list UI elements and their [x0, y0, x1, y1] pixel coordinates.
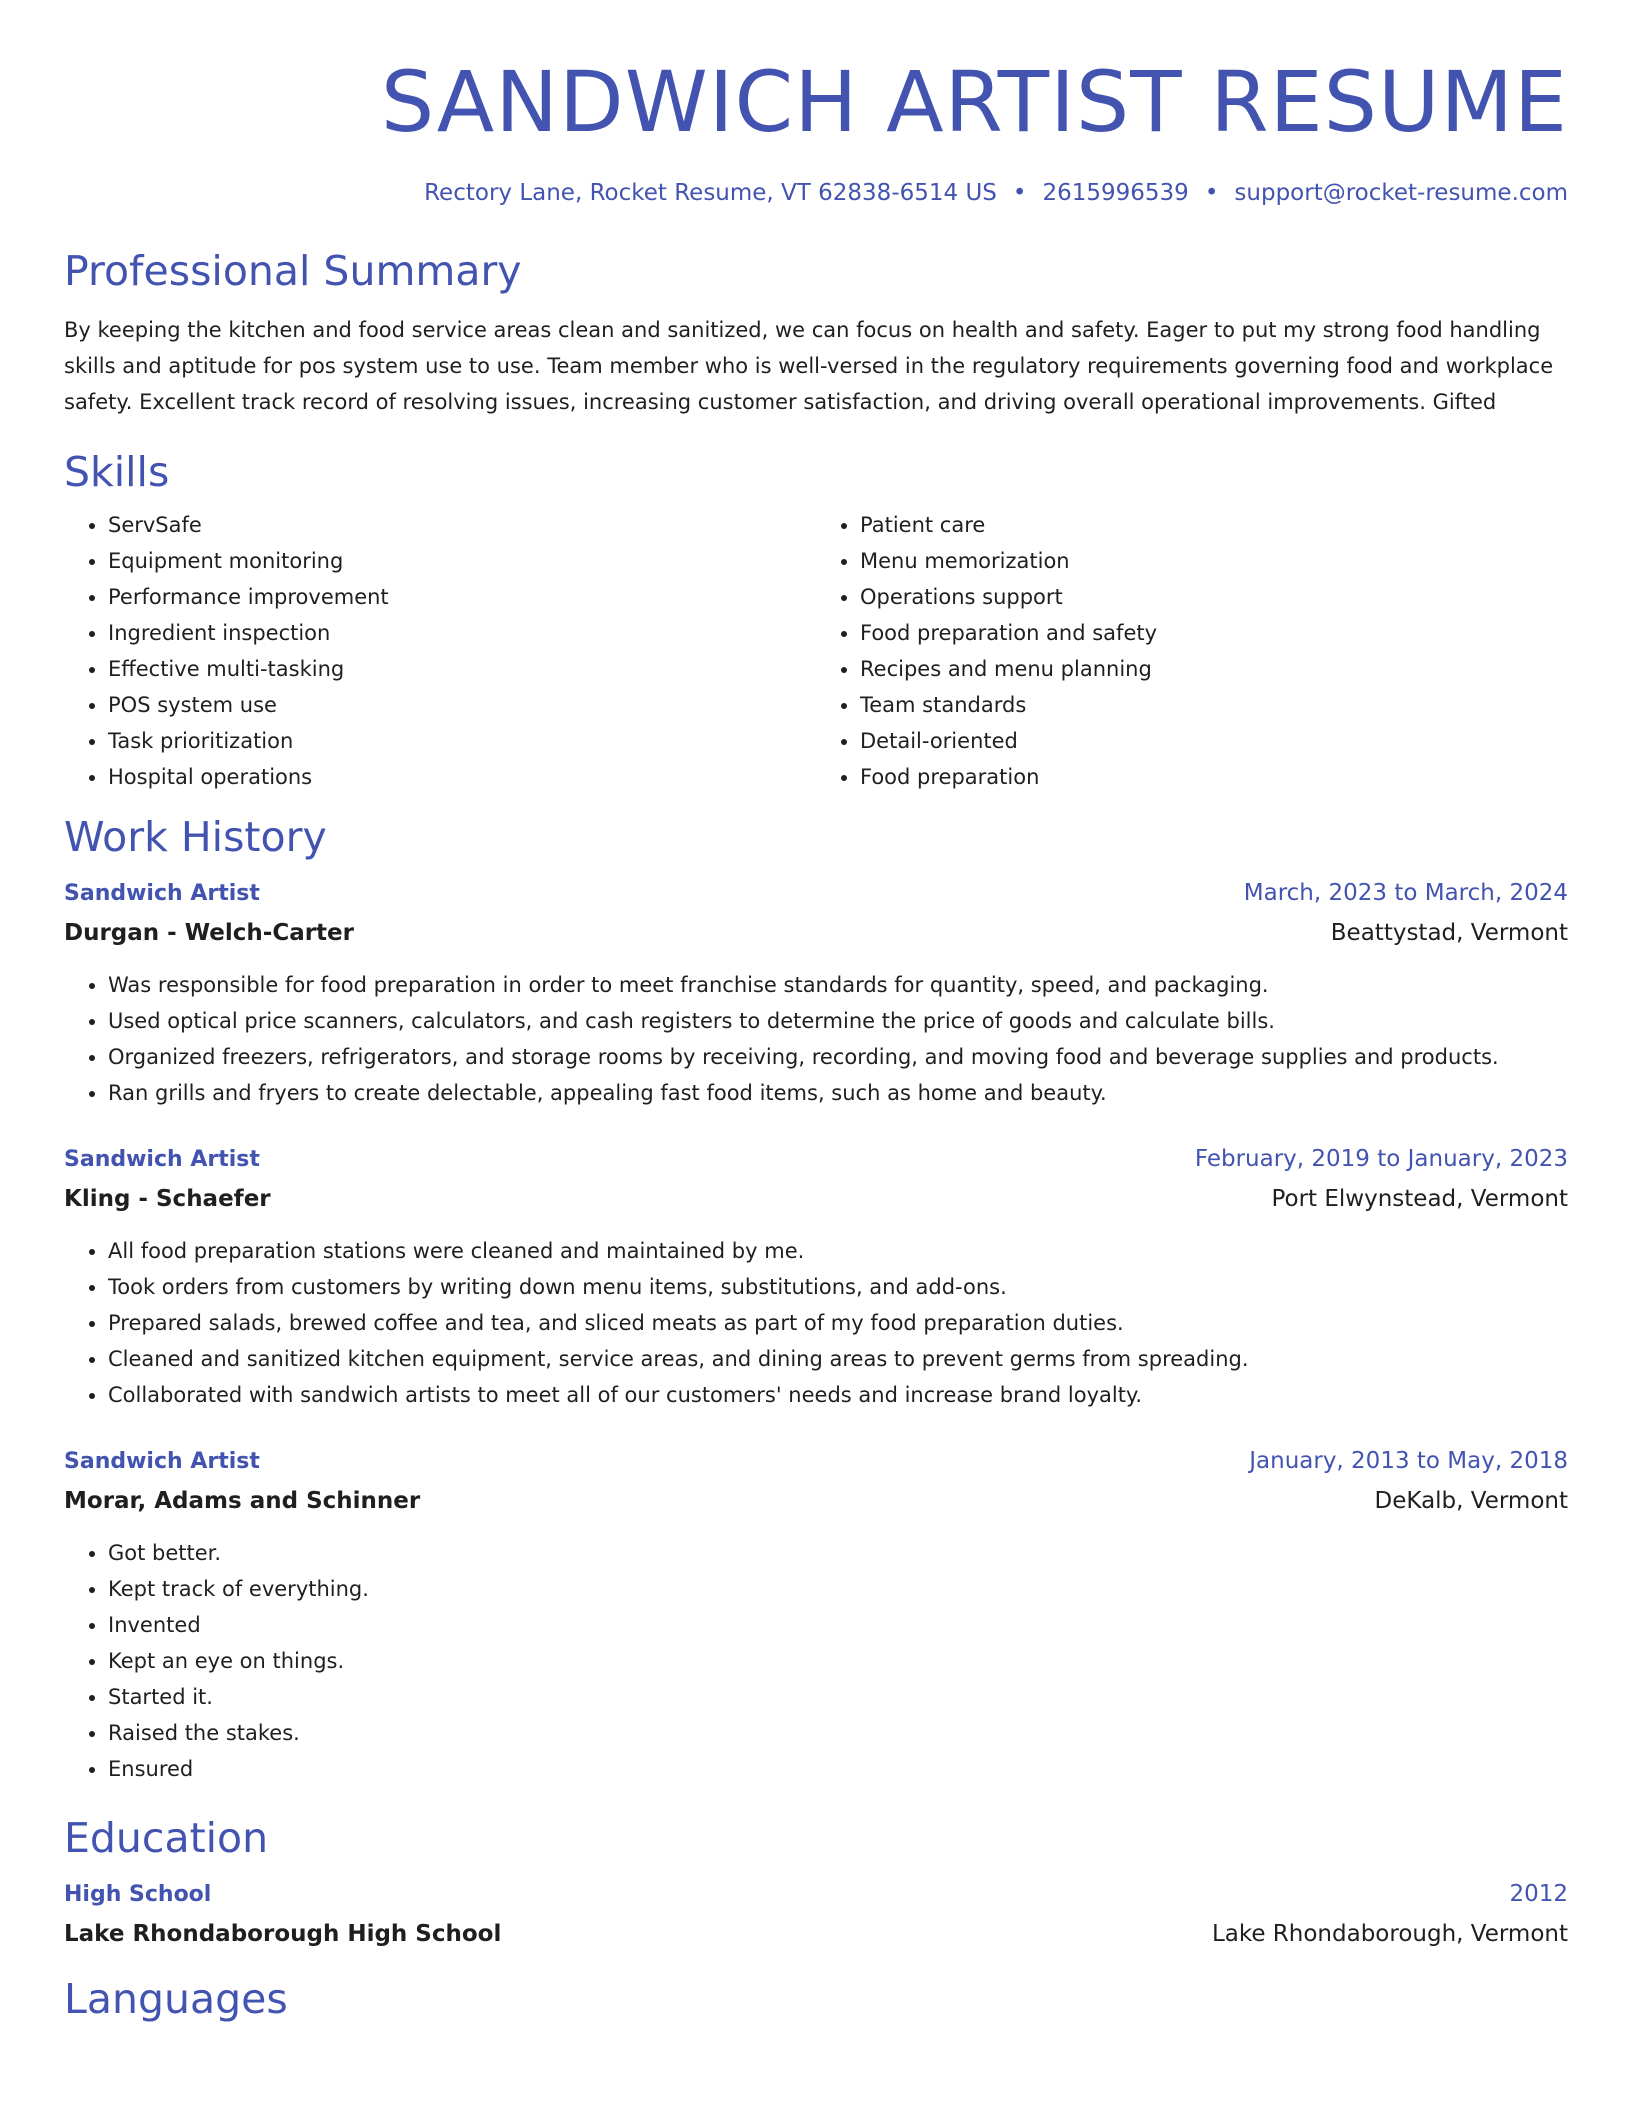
job-bullet: • Collaborated with sandwich artists to meet all of our customers' needs and increase brand loyalty.: [108, 1377, 1568, 1413]
job-bullet: • Was responsible for food preparation in order to meet franchise standards for quantity, speed, and packaging.: [108, 967, 1568, 1003]
skill-item: • Ingredient inspection: [108, 615, 816, 651]
job-title: Sandwich Artist: [64, 881, 260, 906]
job-company: Morar, Adams and Schinner: [64, 1488, 421, 1514]
education-degree: High School: [64, 1882, 212, 1907]
skill-item: • Menu memorization: [860, 543, 1568, 579]
job-bullet: • Started it.: [108, 1679, 1568, 1715]
job-location: DeKalb, Vermont: [1374, 1488, 1568, 1514]
summary-heading: Professional Summary: [64, 247, 522, 295]
work-entry: [64, 874, 1568, 1111]
education-location: Lake Rhondaborough, Vermont: [1211, 1921, 1568, 1947]
job-bullets: [64, 967, 1568, 1111]
job-bullet: • All food preparation stations were cleaned and maintained by me.: [108, 1233, 1568, 1269]
job-location: Port Elwynstead, Vermont: [1271, 1186, 1568, 1212]
skill-item: • Operations support: [860, 579, 1568, 615]
job-bullet: • Prepared salads, brewed coffee and tea, and sliced meats as part of my food preparation duties.: [108, 1305, 1568, 1341]
job-company: Durgan - Welch-Carter: [64, 920, 354, 946]
skills-column-right: [816, 507, 1568, 795]
job-bullet: • Ran grills and fryers to create delectable, appealing fast food items, such as home and beauty.: [108, 1075, 1568, 1111]
skill-item: • Effective multi-tasking: [108, 651, 816, 687]
job-title: Sandwich Artist: [64, 1147, 260, 1172]
skill-item: • Recipes and menu planning: [860, 651, 1568, 687]
skills-column-left: [64, 507, 816, 795]
skill-item: • Task prioritization: [108, 723, 816, 759]
job-company: Kling - Schaefer: [64, 1186, 271, 1212]
contact-email: support@rocket-resume.com: [1234, 180, 1568, 206]
separator-dot: •: [1204, 180, 1219, 206]
skill-item: • POS system use: [108, 687, 816, 723]
skill-item: • Food preparation and safety: [860, 615, 1568, 651]
job-bullet: • Kept track of everything.: [108, 1571, 1568, 1607]
work-entry: [64, 1140, 1568, 1413]
job-bullet: • Used optical price scanners, calculators, and cash registers to determine the price of goods and calculate bills.: [108, 1003, 1568, 1039]
job-bullets: [64, 1233, 1568, 1413]
skill-item: • Patient care: [860, 507, 1568, 543]
contact-line: [64, 178, 1568, 208]
education-school: Lake Rhondaborough High School: [64, 1921, 502, 1947]
skill-item: • Equipment monitoring: [108, 543, 816, 579]
skill-item: • Performance improvement: [108, 579, 816, 615]
job-bullet: • Organized freezers, refrigerators, and storage rooms by receiving, recording, and moving food and beverage supplies and products.: [108, 1039, 1568, 1075]
contact-address: Rectory Lane, Rocket Resume, VT 62838-6514 US: [424, 180, 997, 206]
education-year: 2012: [1509, 1881, 1568, 1907]
contact-phone: 2615996539: [1042, 180, 1189, 206]
skills-heading: Skills: [64, 448, 170, 496]
skill-item: • Food preparation: [860, 759, 1568, 795]
job-location: Beattystad, Vermont: [1330, 920, 1568, 946]
job-dates: February, 2019 to January, 2023: [1194, 1146, 1568, 1172]
skill-item: • ServSafe: [108, 507, 816, 543]
job-bullet: • Ensured: [108, 1751, 1568, 1787]
job-bullet: • Invented: [108, 1607, 1568, 1643]
summary-text: By keeping the kitchen and food service areas clean and sanitized, we can focus on health and safety. Eager to put my strong food handling skills and aptitude for pos system use to use. Team member who is well-versed in the regulatory requirements governing food and workplace safety. Excellent track record of resolving issues, increasing customer satisfaction, and driving overall operational improvements. Gifted: [64, 318, 1554, 414]
job-bullets: [64, 1535, 1568, 1787]
skill-item: • Team standards: [860, 687, 1568, 723]
job-dates: January, 2013 to May, 2018: [1249, 1448, 1568, 1474]
resume-title: SANDWICH ARTIST RESUME: [380, 53, 1568, 151]
work-history-heading: Work History: [64, 813, 327, 861]
skill-item: • Hospital operations: [108, 759, 816, 795]
languages-heading: Languages: [64, 1975, 288, 2023]
skills-list: [64, 507, 1568, 795]
job-bullet: • Raised the stakes.: [108, 1715, 1568, 1751]
separator-dot: •: [1012, 180, 1027, 206]
job-bullet: • Cleaned and sanitized kitchen equipment, service areas, and dining areas to prevent germs from spreading.: [108, 1341, 1568, 1377]
job-bullet: • Took orders from customers by writing down menu items, substitutions, and add-ons.: [108, 1269, 1568, 1305]
education-heading: Education: [64, 1814, 269, 1862]
job-bullet: • Kept an eye on things.: [108, 1643, 1568, 1679]
job-bullet: • Got better.: [108, 1535, 1568, 1571]
job-dates: March, 2023 to March, 2024: [1243, 880, 1568, 906]
job-title: Sandwich Artist: [64, 1449, 260, 1474]
education-entry: [64, 1875, 1568, 1954]
work-entry: [64, 1442, 1568, 1787]
skill-item: • Detail-oriented: [860, 723, 1568, 759]
